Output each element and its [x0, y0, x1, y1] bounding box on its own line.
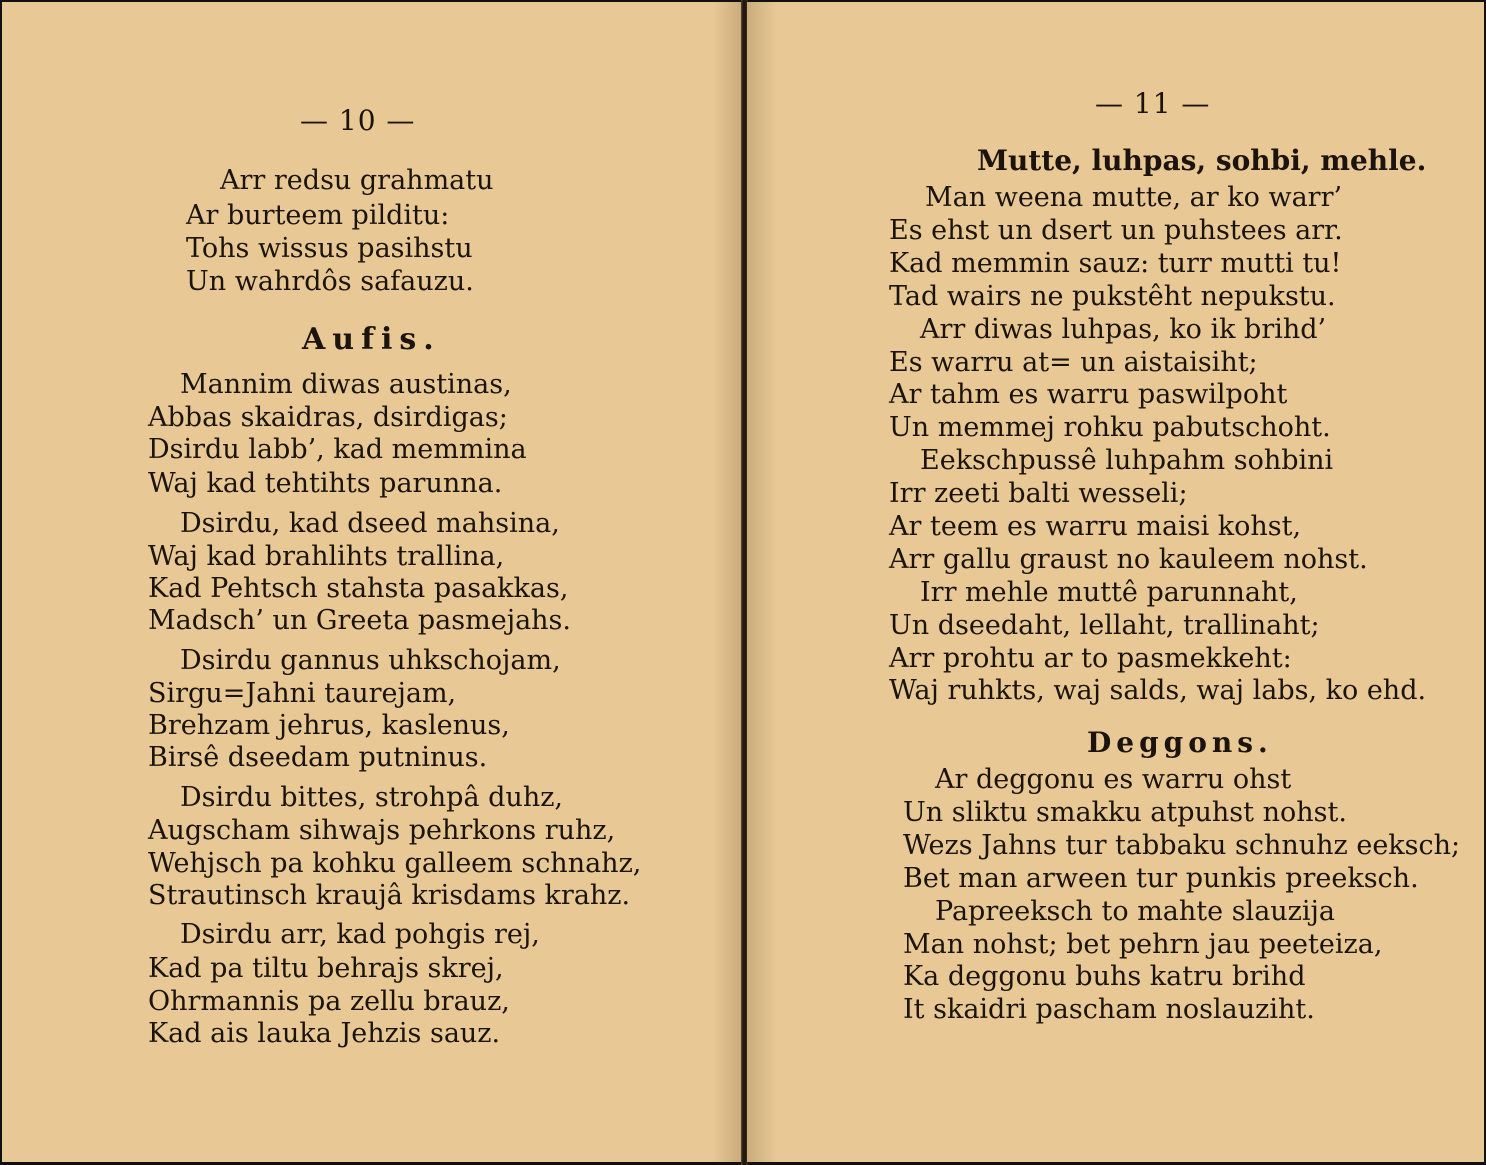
page-number: — 10 —	[300, 104, 416, 137]
verse-line: Birsê dseedam putninus.	[148, 742, 488, 773]
verse-line: Kad ais lauka Jehzis sauz.	[148, 1018, 501, 1049]
verse-line: Augscham sihwajs pehrkons ruhz,	[148, 815, 616, 846]
verse-line: Irr zeeti balti wesseli;	[889, 478, 1188, 509]
page-shadow	[712, 2, 742, 1162]
verse-line: Mannim diwas austinas,	[180, 369, 512, 400]
verse-line: Un dseedaht, lellaht, trallinaht;	[889, 610, 1320, 641]
verse-line: Papreeksch to mahte slauzija	[935, 896, 1336, 927]
verse-line: Tohs wissus pasihstu	[186, 233, 473, 264]
verse-line: Ar teem es warru maisi kohst,	[889, 511, 1302, 542]
verse-line: Man weena mutte, ar ko warr’	[925, 182, 1343, 213]
verse-line: Tad wairs ne pukstêht nepukstu.	[889, 281, 1336, 312]
verse-line: Ar deggonu es warru ohst	[935, 764, 1292, 795]
verse-line: Ka deggonu buhs katru brihd	[903, 961, 1306, 992]
verse-line: Brehzam jehrus, kaslenus,	[148, 710, 510, 741]
verse-line: Ar burteem pilditu:	[186, 200, 450, 231]
verse-line: Ar tahm es warru paswilpoht	[889, 379, 1288, 410]
verse-line: Wezs Jahns tur tabbaku schnuhz eeksch;	[903, 830, 1461, 861]
verse-line: Es warru at= un aistaisiht;	[889, 347, 1258, 378]
verse-line: Strautinsch kraujâ krisdams krahz.	[148, 880, 631, 911]
verse-line: Dsirdu, kad dseed mahsina,	[180, 508, 560, 539]
left-page	[2, 2, 742, 1162]
verse-line: Wehjsch pa kohku galleem schnahz,	[148, 848, 642, 879]
poem-title: Mutte, luhpas, sohbi, mehle.	[977, 144, 1427, 177]
verse-line: Sirgu=Jahni taurejam,	[148, 678, 457, 709]
page-shadow	[747, 2, 777, 1162]
verse-line: Arr diwas luhpas, ko ik brihd’	[920, 314, 1327, 345]
verse-line: Kad Pehtsch stahsta pasakkas,	[148, 573, 569, 604]
verse-line: Eekschpussê luhpahm sohbini	[920, 445, 1334, 476]
verse-line: Arr redsu grahmatu	[220, 165, 494, 196]
verse-line: Irr mehle muttê parunnaht,	[920, 577, 1298, 608]
verse-line: Dsirdu gannus uhkschojam,	[180, 645, 561, 676]
poem-title: Aufis.	[302, 322, 441, 357]
page-number: — 11 —	[1095, 87, 1211, 120]
verse-line: Bet man arween tur punkis preeksch.	[903, 863, 1419, 894]
verse-line: Dsirdu labb’, kad memmina	[148, 434, 527, 465]
verse-line: Un wahrdôs safauzu.	[186, 266, 474, 297]
verse-line: Waj kad tehtihts parunna.	[148, 468, 503, 499]
verse-line: Un memmej rohku pabutschoht.	[889, 412, 1331, 443]
verse-line: It skaidri pascham noslauziht.	[903, 994, 1315, 1025]
verse-line: Arr gallu graust no kauleem nohst.	[889, 544, 1368, 575]
verse-line: Arr prohtu ar to pasmekkeht:	[889, 643, 1292, 674]
verse-line: Waj ruhkts, waj salds, waj labs, ko ehd.	[889, 675, 1427, 706]
verse-line: Abbas skaidras, dsirdigas;	[148, 402, 508, 433]
verse-line: Ohrmannis pa zellu brauz,	[148, 986, 510, 1017]
verse-line: Es ehst un dsert un puhstees arr.	[889, 215, 1343, 246]
verse-line: Kad memmin sauz: turr mutti tu!	[889, 248, 1342, 279]
right-page	[747, 2, 1484, 1162]
verse-line: Kad pa tiltu behrajs skrej,	[148, 953, 504, 984]
verse-line: Man nohst; bet pehrn jau peeteiza,	[903, 929, 1383, 960]
verse-line: Waj kad brahlihts trallina,	[148, 541, 505, 572]
verse-line: Dsirdu arr, kad pohgis rej,	[180, 919, 540, 950]
verse-line: Dsirdu bittes, strohpâ duhz,	[180, 782, 564, 813]
verse-line: Madsch’ un Greeta pasmejahs.	[148, 605, 571, 636]
poem-title: Deggons.	[1087, 726, 1273, 759]
verse-line: Un sliktu smakku atpuhst nohst.	[903, 797, 1347, 828]
